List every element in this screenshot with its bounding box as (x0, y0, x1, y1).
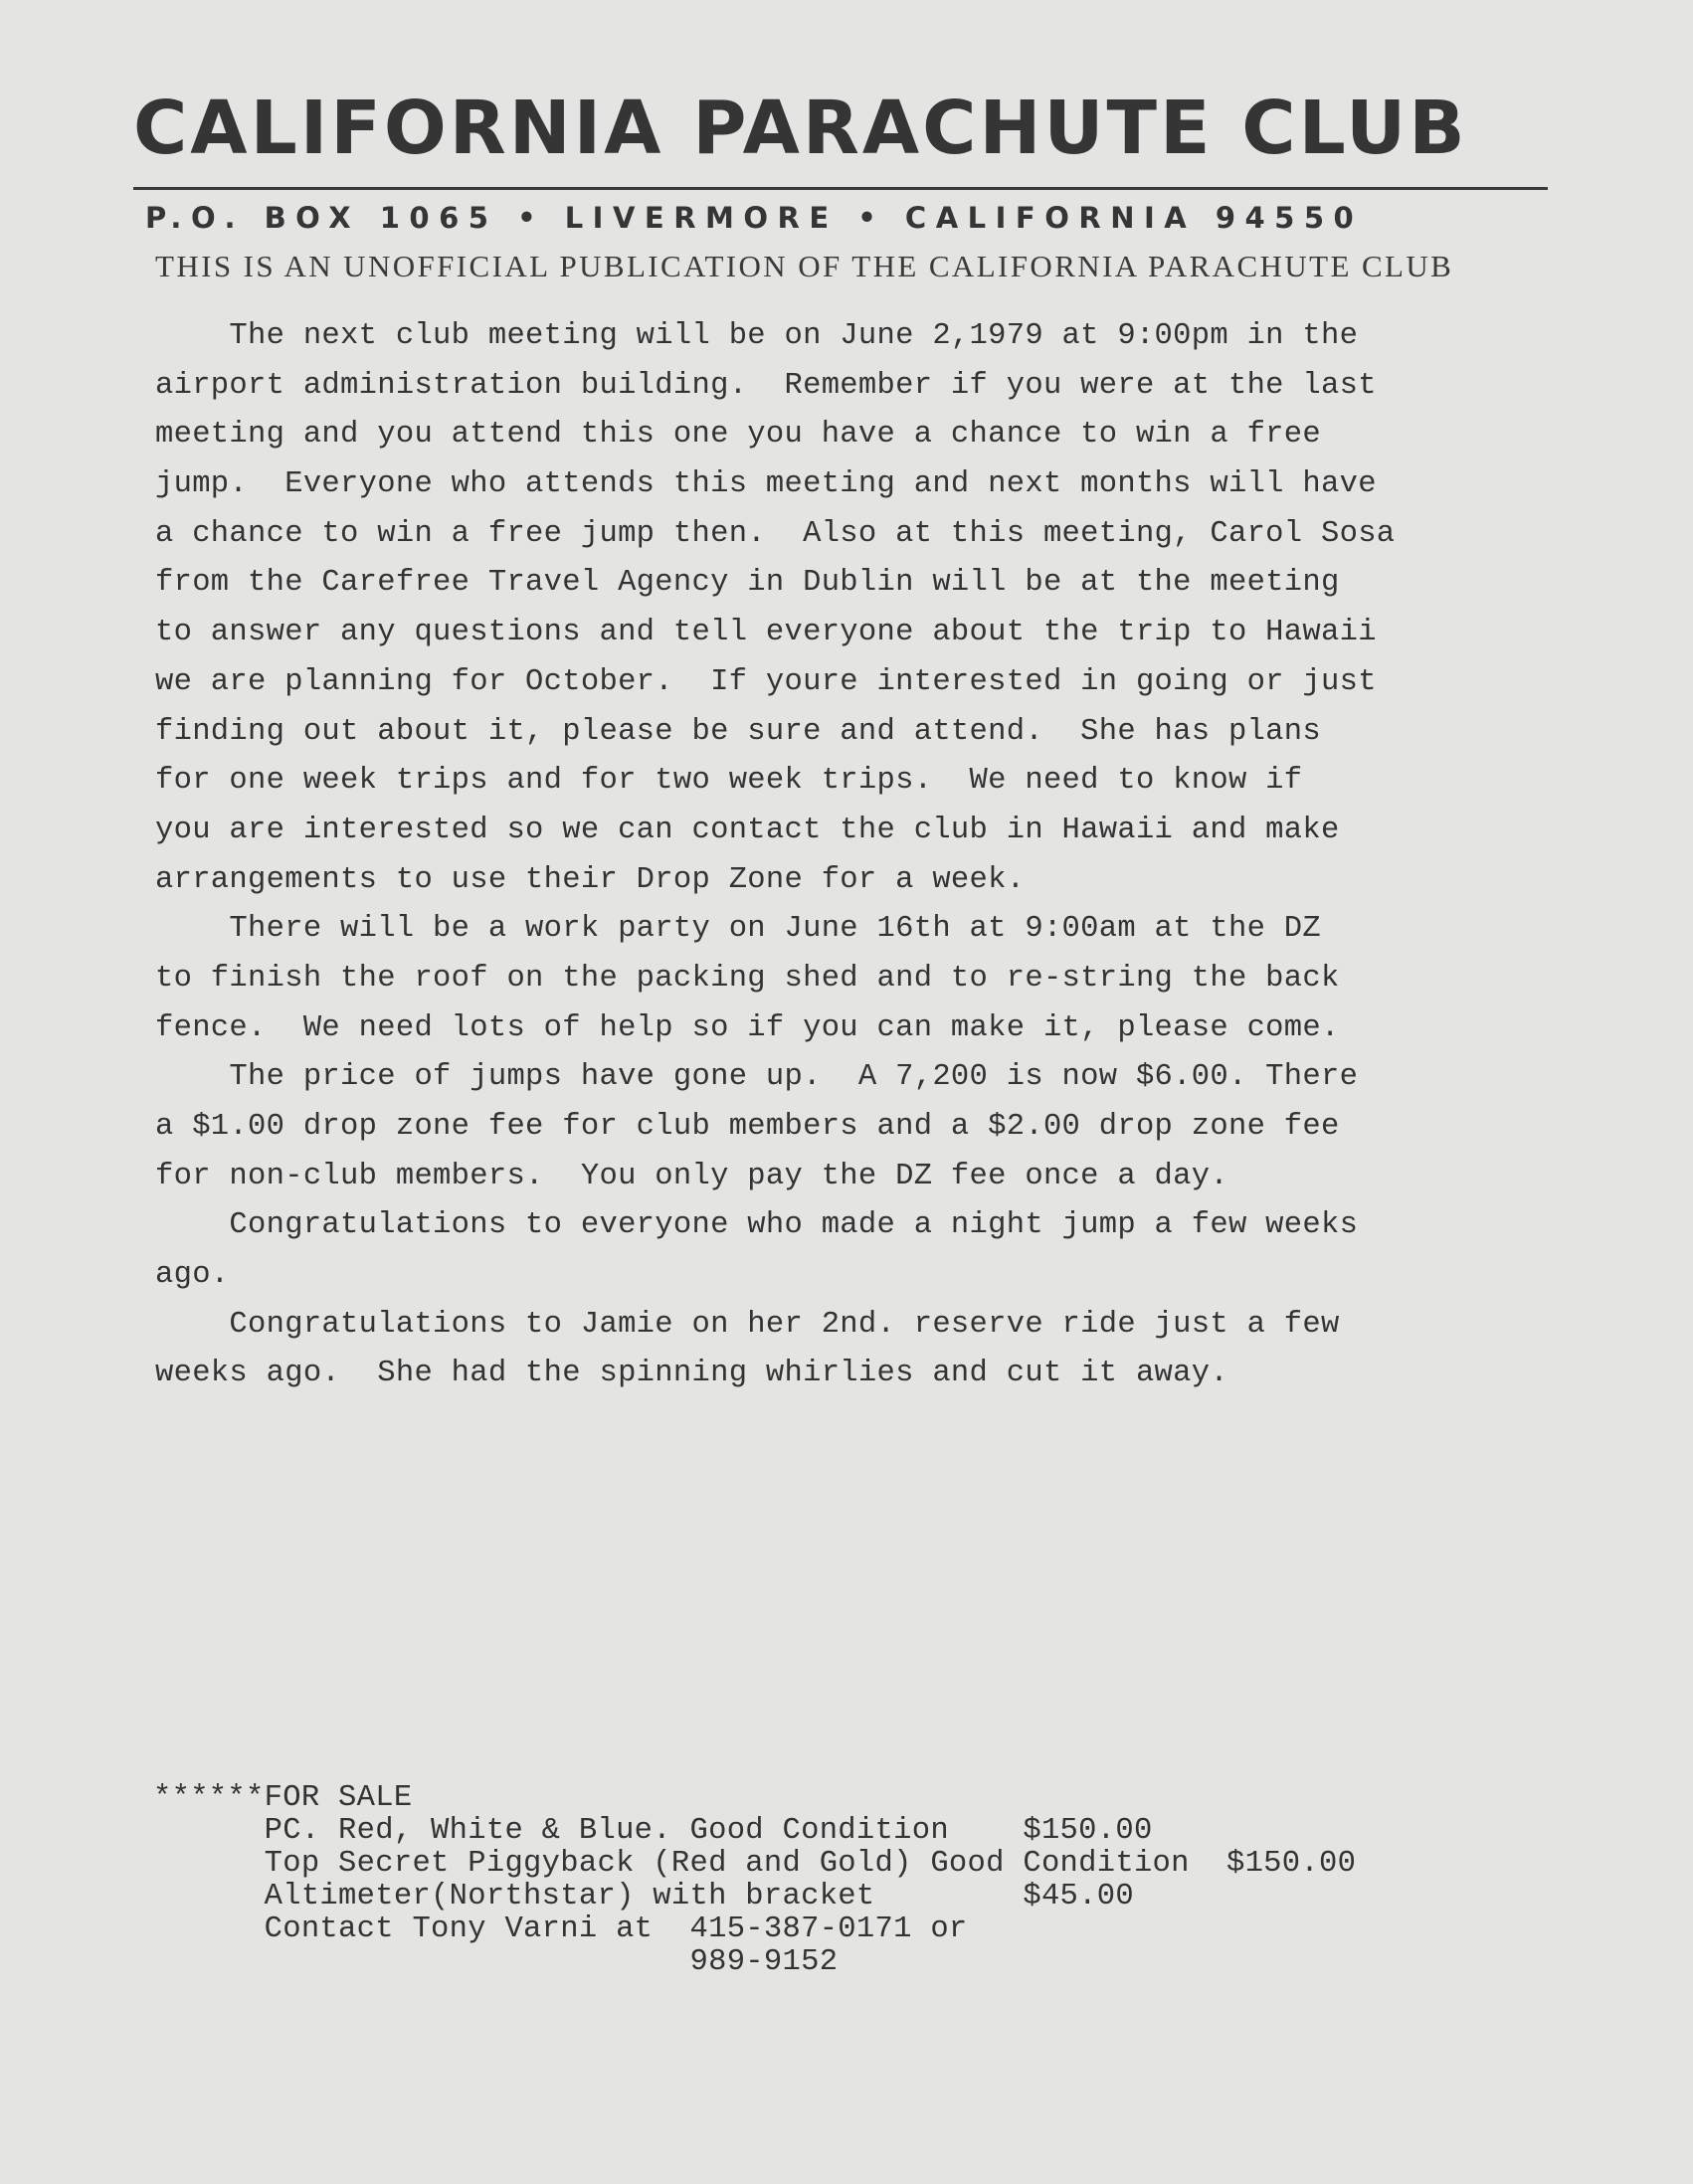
unofficial-publication-note: THIS IS AN UNOFFICIAL PUBLICATION OF THE CALIFORNIA PARACHUTE CLUB (155, 249, 1454, 283)
body-line: arrangements to use their Drop Zone for a week. (155, 862, 1026, 897)
body-line: airport administration building. Remember if you were at the last (155, 368, 1377, 403)
body-line: fence. We need lots of help so if you can make it, please come. (155, 1010, 1340, 1045)
body-line: to answer any questions and tell everyone about the trip to Hawaii (155, 616, 1377, 650)
for-sale-item: PC. Red, White & Blue. Good Condition $150.00 (153, 1814, 1153, 1848)
masthead-address: P.O. BOX 1065 • LIVERMORE • CALIFORNIA 94550 (145, 201, 1364, 235)
body-line: Congratulations to Jamie on her 2nd. reserve ride just a few (155, 1307, 1340, 1342)
body-line: finding out about it, please be sure and attend. She has plans (155, 714, 1321, 749)
body-line: The next club meeting will be on June 2,1979 at 9:00pm in the (155, 319, 1359, 353)
body-line: meeting and you attend this one you have a chance to win a free (155, 418, 1321, 453)
for-sale-contact: 989-9152 (153, 1945, 839, 1979)
body-line: from the Carefree Travel Agency in Dublin will be at the meeting (155, 566, 1340, 601)
body-line: for non-club members. You only pay the DZ fee once a day. (155, 1159, 1228, 1193)
body-line: you are interested so we can contact the club in Hawaii and make (155, 813, 1340, 847)
body-line: Congratulations to everyone who made a night jump a few weeks (155, 1208, 1359, 1243)
body-line: There will be a work party on June 16th at 9:00am at the DZ (155, 912, 1321, 947)
for-sale-section (153, 1782, 1566, 1979)
for-sale-heading: ******FOR SALE (153, 1781, 413, 1815)
body-line: to finish the roof on the packing shed and to re-string the back (155, 961, 1340, 996)
masthead-title: CALIFORNIA PARACHUTE CLUB (133, 86, 1468, 171)
body-line: jump. Everyone who attends this meeting and next months will have (155, 467, 1377, 502)
body-line: The price of jumps have gone up. A 7,200 is now $6.00. There (155, 1060, 1359, 1095)
masthead-rule (133, 187, 1548, 190)
for-sale-contact: Contact Tony Varni at 415-387-0171 or (153, 1912, 968, 1946)
body-line: a chance to win a free jump then. Also at this meeting, Carol Sosa (155, 516, 1396, 551)
newsletter-body (155, 312, 1568, 1399)
body-line: for one week trips and for two week trips. We need to know if (155, 764, 1303, 799)
body-line: ago. (155, 1258, 230, 1293)
body-line: we are planning for October. If youre interested in going or just (155, 664, 1377, 699)
body-line: weeks ago. She had the spinning whirlies and cut it away. (155, 1357, 1228, 1391)
for-sale-item: Altimeter(Northstar) with bracket $45.00 (153, 1880, 1134, 1913)
for-sale-item: Top Secret Piggyback (Red and Gold) Good Condition $150.00 (153, 1847, 1357, 1881)
body-line: a $1.00 drop zone fee for club members and a $2.00 drop zone fee (155, 1110, 1340, 1144)
